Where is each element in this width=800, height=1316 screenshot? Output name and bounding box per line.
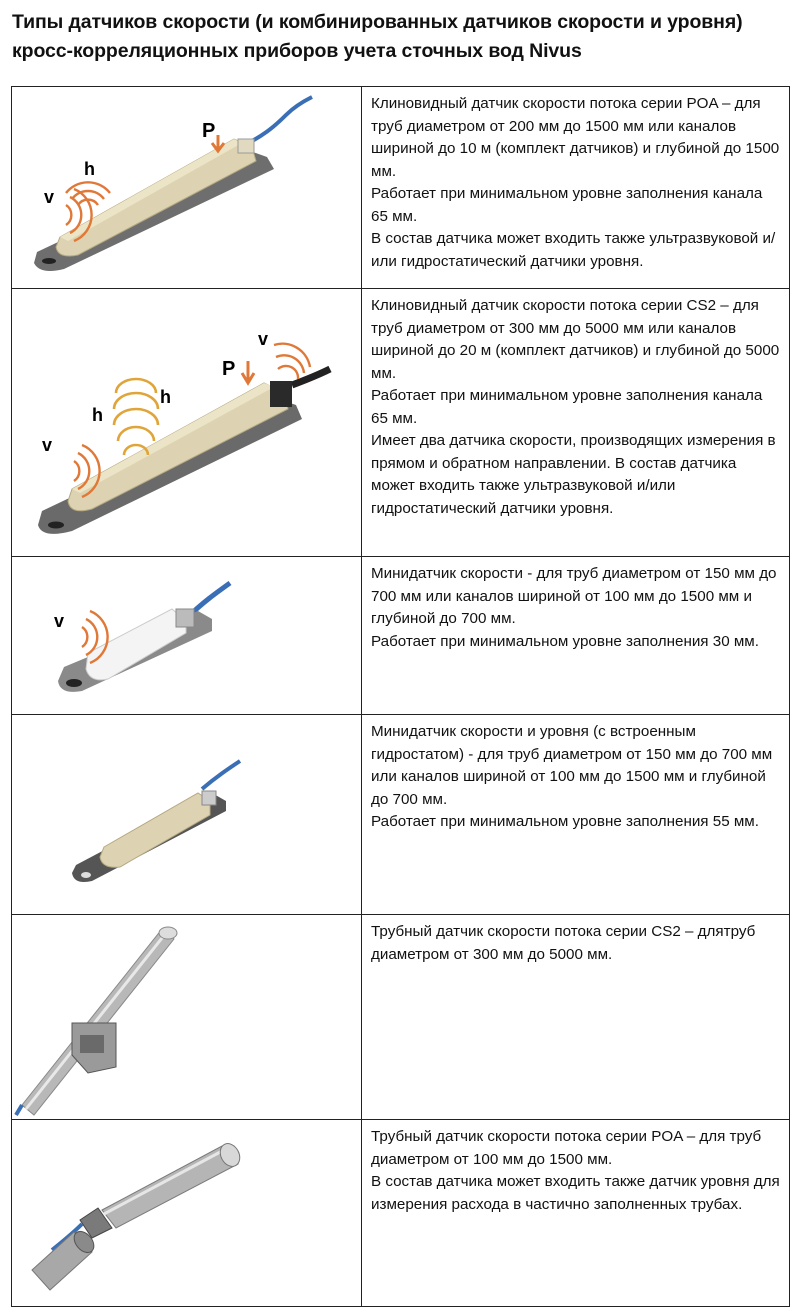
table-row xyxy=(12,289,790,557)
sensor-image-cell xyxy=(12,557,362,715)
wedge-sensor-poa-image xyxy=(12,87,360,287)
mount-hole xyxy=(42,258,56,264)
wave-v2 xyxy=(274,344,310,379)
mini-sensor-image xyxy=(12,557,360,713)
tube-highlight xyxy=(104,1150,224,1214)
description-paragraph: Трубный датчик скорости потока серии POA – для труб диаметром от 100 мм до 1500 мм. xyxy=(371,1128,762,1168)
cable-gland xyxy=(238,139,254,153)
label-p: P xyxy=(222,358,236,380)
table-row xyxy=(12,87,790,289)
description-paragraph: Минидатчик скорости и уровня (с встроенным гидростатом) - для труб диаметром от 150 мм до 700 мм или каналов шириной от 100 мм до 1500 мм и глубиной до 700 мм. xyxy=(371,723,773,808)
clamp-plate xyxy=(80,1035,104,1053)
title-line-1: Типы датчиков скорости (и комбинированных датчиков скорости и уровня) xyxy=(12,11,743,33)
sensor-body xyxy=(100,793,210,867)
description-paragraph: Работает при минимальном уровне заполнения 30 мм. xyxy=(371,632,759,650)
sensor-body xyxy=(68,383,288,511)
label-v2: v xyxy=(258,329,269,349)
cable xyxy=(16,1105,22,1115)
description-paragraph: Клиновидный датчик скорости потока серии CS2 – для труб диаметром от 300 мм до 5000 мм или каналов шириной до 20 м (комплект датчиков) и глубиной до 5000 мм. xyxy=(371,297,780,382)
rod-tip xyxy=(159,927,177,939)
label-h: h xyxy=(92,405,103,425)
wedge-sensor-cs2-image xyxy=(12,289,360,555)
table-row xyxy=(12,557,790,715)
mount-hole xyxy=(81,872,91,878)
pipe-sensor-poa-image xyxy=(12,1120,360,1305)
label-h: h xyxy=(84,159,95,179)
sensor-description xyxy=(362,915,790,1120)
mini-level-sensor-image xyxy=(12,715,360,913)
sensor-description xyxy=(362,87,790,289)
description-paragraph: Работает при минимальном уровне заполнения 55 мм. xyxy=(371,813,759,830)
label-v: v xyxy=(44,187,55,207)
label-v: v xyxy=(42,435,53,455)
description-paragraph: Клиновидный датчик скорости потока серии POA – для труб диаметром от 200 мм до 1500 мм или каналов шириной до 10 м (комплект датчиков) и глубиной до 1500 мм. xyxy=(371,95,780,180)
pipe-sensor-cs2-image xyxy=(12,915,360,1118)
sensor-description xyxy=(362,289,790,557)
sensor-description xyxy=(362,1120,790,1307)
sensor-image-cell xyxy=(12,1120,362,1307)
sensor-image-cell xyxy=(12,87,362,289)
page-title xyxy=(12,8,792,66)
description-paragraph: Трубный датчик скорости потока серии CS2 – длятруб диаметром от 300 мм до 5000 мм. xyxy=(371,923,756,963)
label-p: P xyxy=(202,120,216,142)
pressure-arrow xyxy=(242,361,254,383)
cable xyxy=(202,761,240,789)
description-paragraph: Работает при минимальном уровне заполнения канала 65 мм. xyxy=(371,387,763,427)
sensor-tube xyxy=(102,1146,238,1228)
cable-gland xyxy=(270,381,292,407)
sensor-image-cell xyxy=(12,289,362,557)
description-paragraph: Работает при минимальном уровне заполнения канала 65 мм. xyxy=(371,185,763,225)
label-h-2: h xyxy=(160,387,171,407)
rod-highlight xyxy=(26,933,166,1109)
table-row xyxy=(12,1120,790,1307)
description-paragraph: Имеет два датчика скорости, производящих измерения в прямом и обратном направлении. В состав датчика может входить также ультразвуковой и/или гидростатический датчики уровня. xyxy=(371,432,776,517)
mount-hole xyxy=(48,522,64,529)
description-paragraph: В состав датчика может входить также датчик уровня для измерения расхода в частично заполненных трубах. xyxy=(371,1173,780,1213)
cable-gland xyxy=(202,791,216,805)
description-paragraph: Минидатчик скорости - для труб диаметром от 150 мм до 700 мм или каналов шириной от 100 мм до 1500 мм и глубиной до 700 мм. xyxy=(371,565,777,627)
sensor-table xyxy=(11,86,790,1307)
table-row xyxy=(12,715,790,915)
table-row xyxy=(12,915,790,1120)
title-line-2: кросс-корреляционных приборов учета сточных вод Nivus xyxy=(12,40,582,62)
sensor-image-cell xyxy=(12,715,362,915)
cable-gland xyxy=(176,609,194,627)
sensor-image-cell xyxy=(12,915,362,1120)
label-v: v xyxy=(54,611,65,631)
mount-hole xyxy=(66,679,82,687)
wave-h xyxy=(114,379,158,455)
sensor-description xyxy=(362,557,790,715)
description-paragraph: В состав датчика может входить также ультразвуковой и/или гидростатический датчики уровня. xyxy=(371,230,776,270)
sensor-description xyxy=(362,715,790,915)
